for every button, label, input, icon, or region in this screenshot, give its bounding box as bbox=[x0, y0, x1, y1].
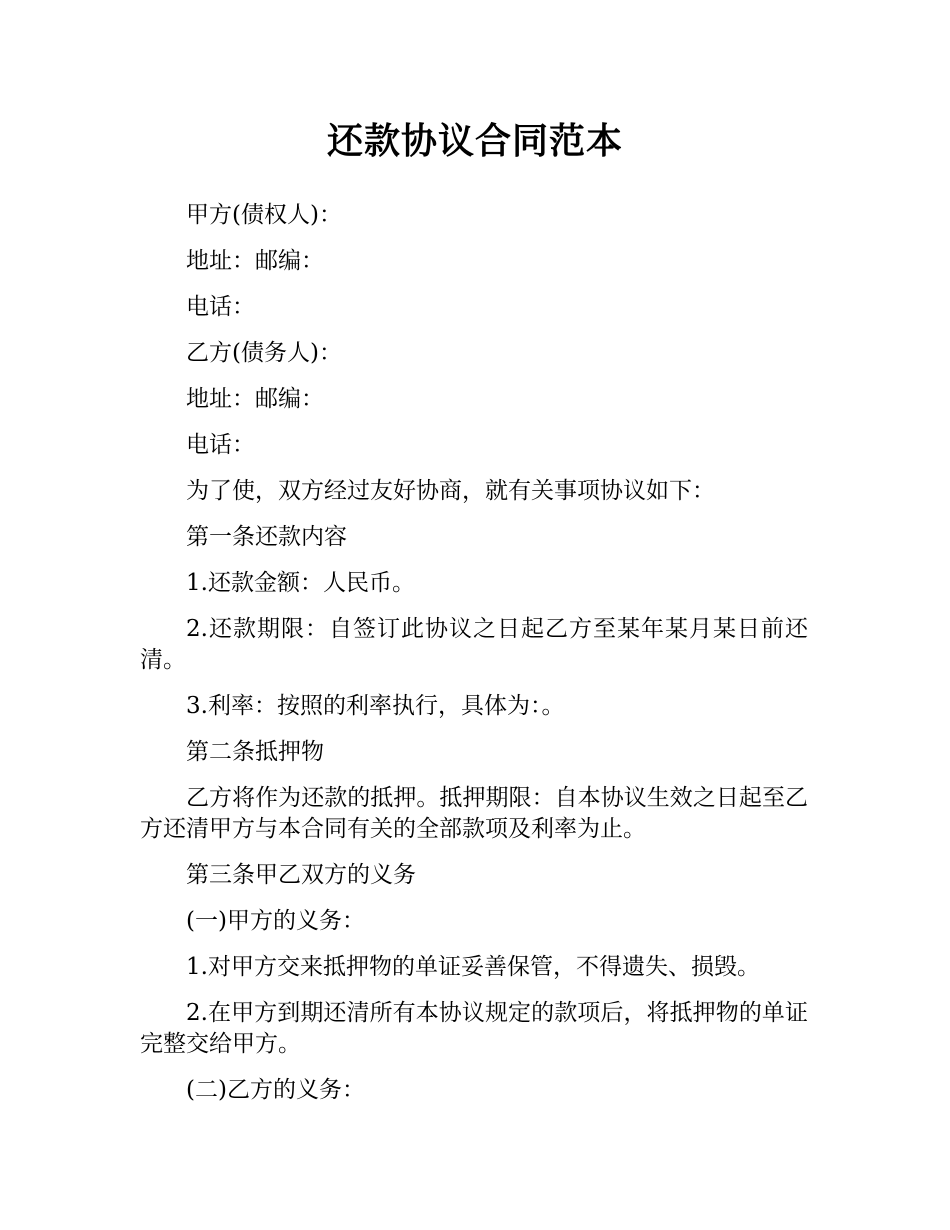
preamble: 为了使，双方经过友好协商，就有关事项协议如下： bbox=[186, 478, 715, 504]
party-a-phone: 电话： bbox=[186, 294, 255, 320]
party-b-duties-heading: (二)乙方的义务： bbox=[186, 1077, 365, 1103]
party-a-duty-1: 1.对甲方交来抵押物的单证妥善保管，不得遗失、损毁。 bbox=[186, 954, 760, 980]
article-1-item-1: 1.还款金额：人民币。 bbox=[186, 570, 415, 596]
party-b-address: 地址：邮编： bbox=[186, 386, 324, 412]
document-body bbox=[140, 200, 808, 1121]
article-1-item-2: 2.还款期限：自签订此协议之日起乙方至某年某月某日前还清。 bbox=[140, 616, 808, 673]
party-b-phone: 电话： bbox=[186, 432, 255, 458]
article-2-body: 乙方将作为还款的抵押。抵押期限：自本协议生效之日起至乙方还清甲方与本合同有关的全部款项及利率为止。 bbox=[140, 785, 808, 842]
article-3-heading: 第三条甲乙双方的义务 bbox=[186, 862, 416, 888]
article-1-heading: 第一条还款内容 bbox=[186, 524, 347, 550]
party-a-label: 甲方(债权人)： bbox=[186, 202, 342, 228]
party-b-label: 乙方(债务人)： bbox=[186, 340, 342, 366]
article-1-item-3: 3.利率：按照的利率执行，具体为：。 bbox=[186, 693, 565, 719]
party-a-address: 地址：邮编： bbox=[186, 248, 324, 274]
document-title: 还款协议合同范本 bbox=[326, 121, 623, 162]
article-2-heading: 第二条抵押物 bbox=[186, 739, 324, 765]
party-a-duties-heading: (一)甲方的义务： bbox=[186, 908, 365, 934]
party-a-duty-2: 2.在甲方到期还清所有本协议规定的款项后，将抵押物的单证完整交给甲方。 bbox=[140, 1000, 808, 1057]
